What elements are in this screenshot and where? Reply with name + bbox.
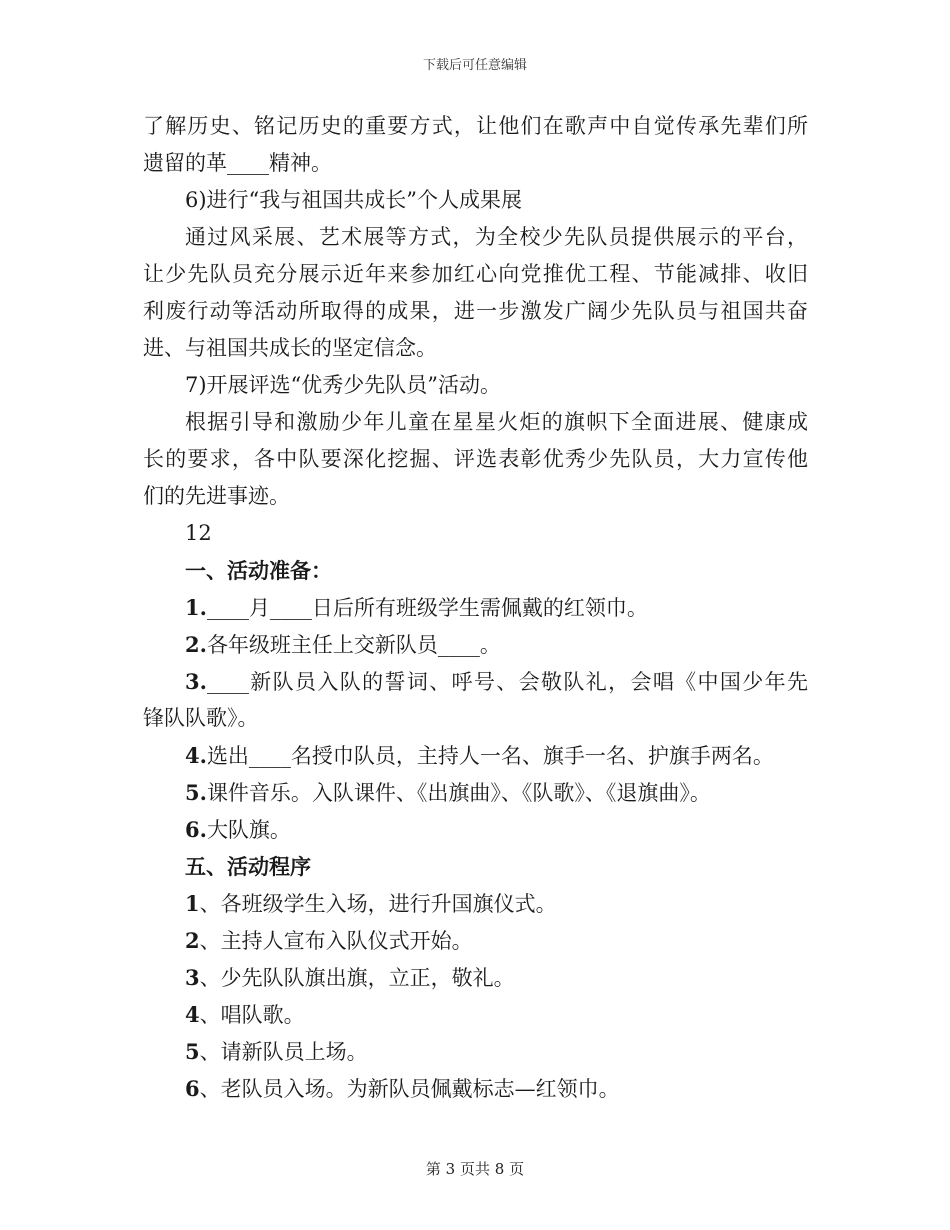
list-item [143,663,808,700]
list-item-text: 、请新队员上场。 [199,1040,368,1064]
list-item [143,737,808,774]
list-item-text: 、唱队歌。 [199,1003,305,1027]
paragraph-line: 通过风采展、艺术展等方式，为全校少先队员提供展示的平台， [185,225,808,249]
list-item [143,959,808,996]
list-item [143,811,808,848]
list-item [143,922,808,959]
list-item-number: 4 [185,1002,200,1027]
list-item-text: 、主持人宣布入队仪式开始。 [199,929,473,953]
list-item [143,1033,808,1070]
list-item [143,626,808,663]
paragraph-line: 遗留的革____精神。 [143,151,332,175]
list-item [143,996,808,1033]
paragraph-line: 12 [185,521,212,545]
list-item-text: 课件音乐。入队课件、《出旗曲》、《队歌》、《退旗曲》。 [206,781,711,805]
paragraph-line: 7)开展评选“优秀少先队员”活动。 [185,373,502,397]
list-item-text: 大队旗。 [206,818,291,842]
list-item-number: 6. [185,817,207,842]
list-item-number: 3. [185,669,207,694]
document-body [143,108,808,1107]
list-item-number: 5. [185,780,207,805]
section-heading: 五、活动程序 [185,854,311,879]
list-item-text: ____新队员入队的誓词、呼号、会敬队礼，会唱《中国少年先 [206,670,808,694]
list-item-number: 1 [185,891,200,916]
list-item-number: 3 [185,965,200,990]
paragraph-line: 6)进行“我与祖国共成长”个人成果展 [185,188,523,212]
list-item-text: 选出____名授巾队员，主持人一名、旗手一名、护旗手两名。 [206,744,774,768]
list-item-number: 1. [185,595,207,620]
list-item-number: 4. [185,743,207,768]
list-item [143,589,808,626]
paragraph-line: 让少先队员充分展示近年来参加红心向党推优工程、节能减排、收旧 [143,262,808,286]
paragraph-line: 们的先进事迹。 [143,484,290,508]
list-item-text: 、老队员入场。为新队员佩戴标志—红领巾。 [199,1077,620,1101]
page-header: 下载后可任意编辑 [422,58,527,73]
list-item-text: 各年级班主任上交新队员____。 [206,633,501,657]
list-item-text: 、少先队队旗出旗，立正，敬礼。 [199,966,515,990]
list-item [143,885,808,922]
paragraph-line: 锋队队歌》。 [143,706,259,730]
list-item-number: 6 [185,1076,200,1101]
section-heading: 一、活动准备： [185,558,332,583]
page-footer: 第 3 页共 8 页 [425,1160,525,1178]
paragraph-line: 了解历史、铭记历史的重要方式，让他们在歌声中自觉传承先辈们所 [143,114,808,138]
list-item [143,774,808,811]
paragraph-line: 根据引导和激励少年儿童在星星火炬的旗帜下全面进展、健康成 [185,410,808,434]
list-item-number: 2. [185,632,207,657]
paragraph-line: 利废行动等活动所取得的成果，进一步激发广阔少先队员与祖国共奋 [143,299,808,323]
paragraph-line: 长的要求，各中队要深化挖掘、评选表彰优秀少先队员，大力宣传他 [143,447,808,471]
paragraph-line: 进、与祖国共成长的坚定信念。 [143,336,437,360]
list-item-number: 2 [185,928,200,953]
list-item-text: ____月____日后所有班级学生需佩戴的红领巾。 [206,596,648,620]
list-item [143,1070,808,1107]
list-item-number: 5 [185,1039,200,1064]
list-item-text: 、各班级学生入场，进行升国旗仪式。 [199,892,557,916]
